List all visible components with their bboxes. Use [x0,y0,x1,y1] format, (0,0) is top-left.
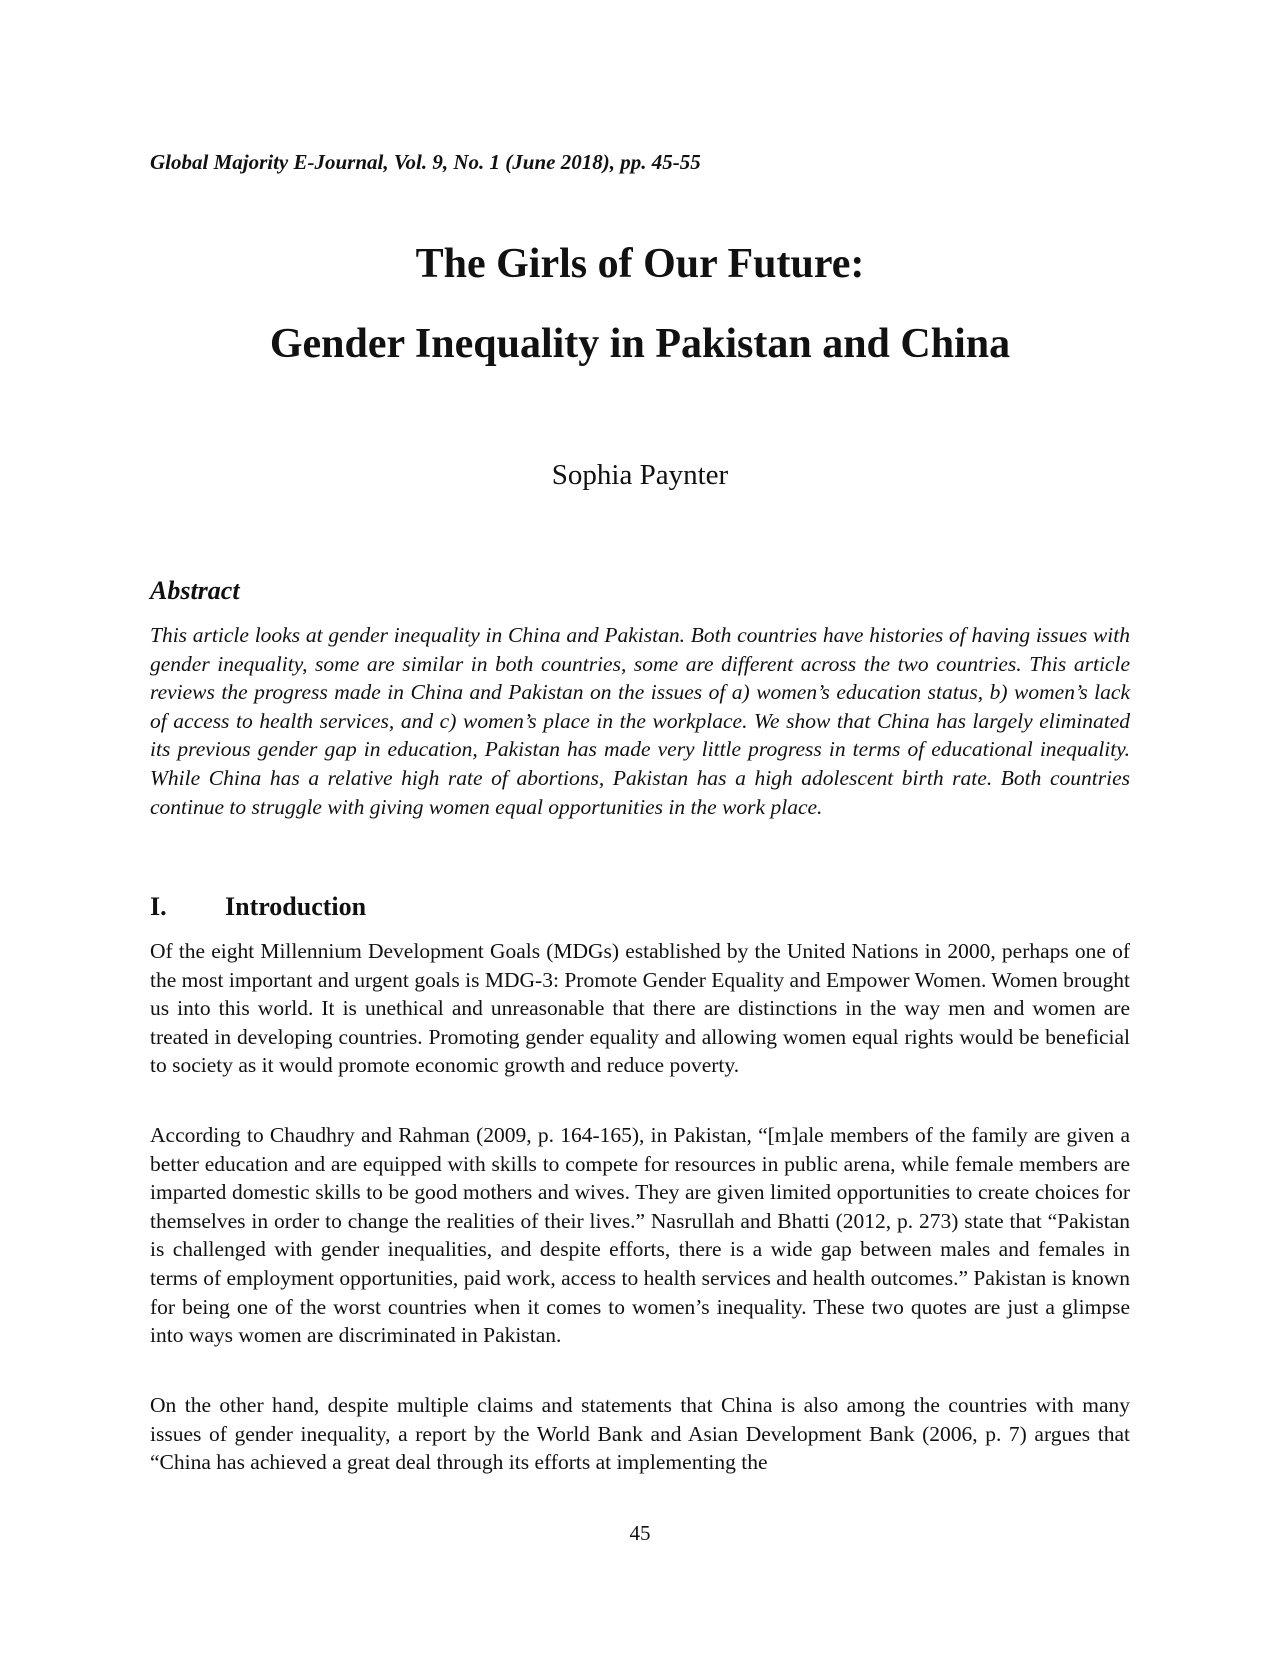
article-title-line-1: The Girls of Our Future: [415,241,865,287]
page-number: 45 [629,1521,651,1545]
journal-citation: Global Majority E-Journal, Vol. 9, No. 1 (June 2018), pp. 45-55 [150,150,701,174]
author-name: Sophia Paynter [551,459,729,491]
section-number: I. [150,892,167,921]
body-paragraph: Of the eight Millennium Development Goals (MDGs) established by the United Nations in 2000, perhaps one of the most important and urgent goals is MDG-3: Promote Gender Equality and Empower Women. Women brought us into this world. It is unethical and unreasonable that there are distinctions in the way men and women are treated in developing countries. Promoting gender equality and allowing women equal rights would be beneficial to society as it would promote economic growth and reduce poverty. [150,939,1130,1078]
section-title: Introduction [225,892,367,921]
article-title-line-2: Gender Inequality in Pakistan and China [269,321,1011,367]
body-paragraph: According to Chaudhry and Rahman (2009, p. 164-165), in Pakistan, “[m]ale members of the family are given a better education and are equipped with skills to compete for resources in public arena, while female members are imparted domestic skills to be good mothers and wives. They are given limited opportunities to create choices for themselves in order to change the realities of their lives.” Nasrullah and Bhatti (2012, p. 273) state that “Pakistan is challenged with gender inequalities, and despite efforts, there is a wide gap between males and females in terms of employment opportunities, paid work, access to health services and health outcomes.” Pakistan is known for being one of the worst countries when it comes to women’s inequality. These two quotes are just a glimpse into ways women are discriminated in Pakistan. [150,1123,1130,1348]
section-heading [150,892,366,922]
body-paragraph: On the other hand, despite multiple claims and statements that China is also among the countries with many issues of gender inequality, a report by the World Bank and Asian Development Bank (2006, p. 7) argues that “China has achieved a great deal through its efforts at implementing the [150,1393,1130,1475]
abstract-text: This article looks at gender inequality in China and Pakistan. Both countries have histories of having issues with gender inequality, some are similar in both countries, some are different across the two countries. This article reviews the progress made in China and Pakistan on the issues of a) women’s education status, b) women’s lack of access to health services, and c) women’s place in the workplace. We show that China has largely eliminated its previous gender gap in education, Pakistan has made very little progress in terms of educational inequality. While China has a relative high rate of abortions, Pakistan has a high adolescent birth rate. Both countries continue to struggle with giving women equal opportunities in the work place. [150,623,1130,819]
abstract-heading: Abstract [150,576,240,605]
